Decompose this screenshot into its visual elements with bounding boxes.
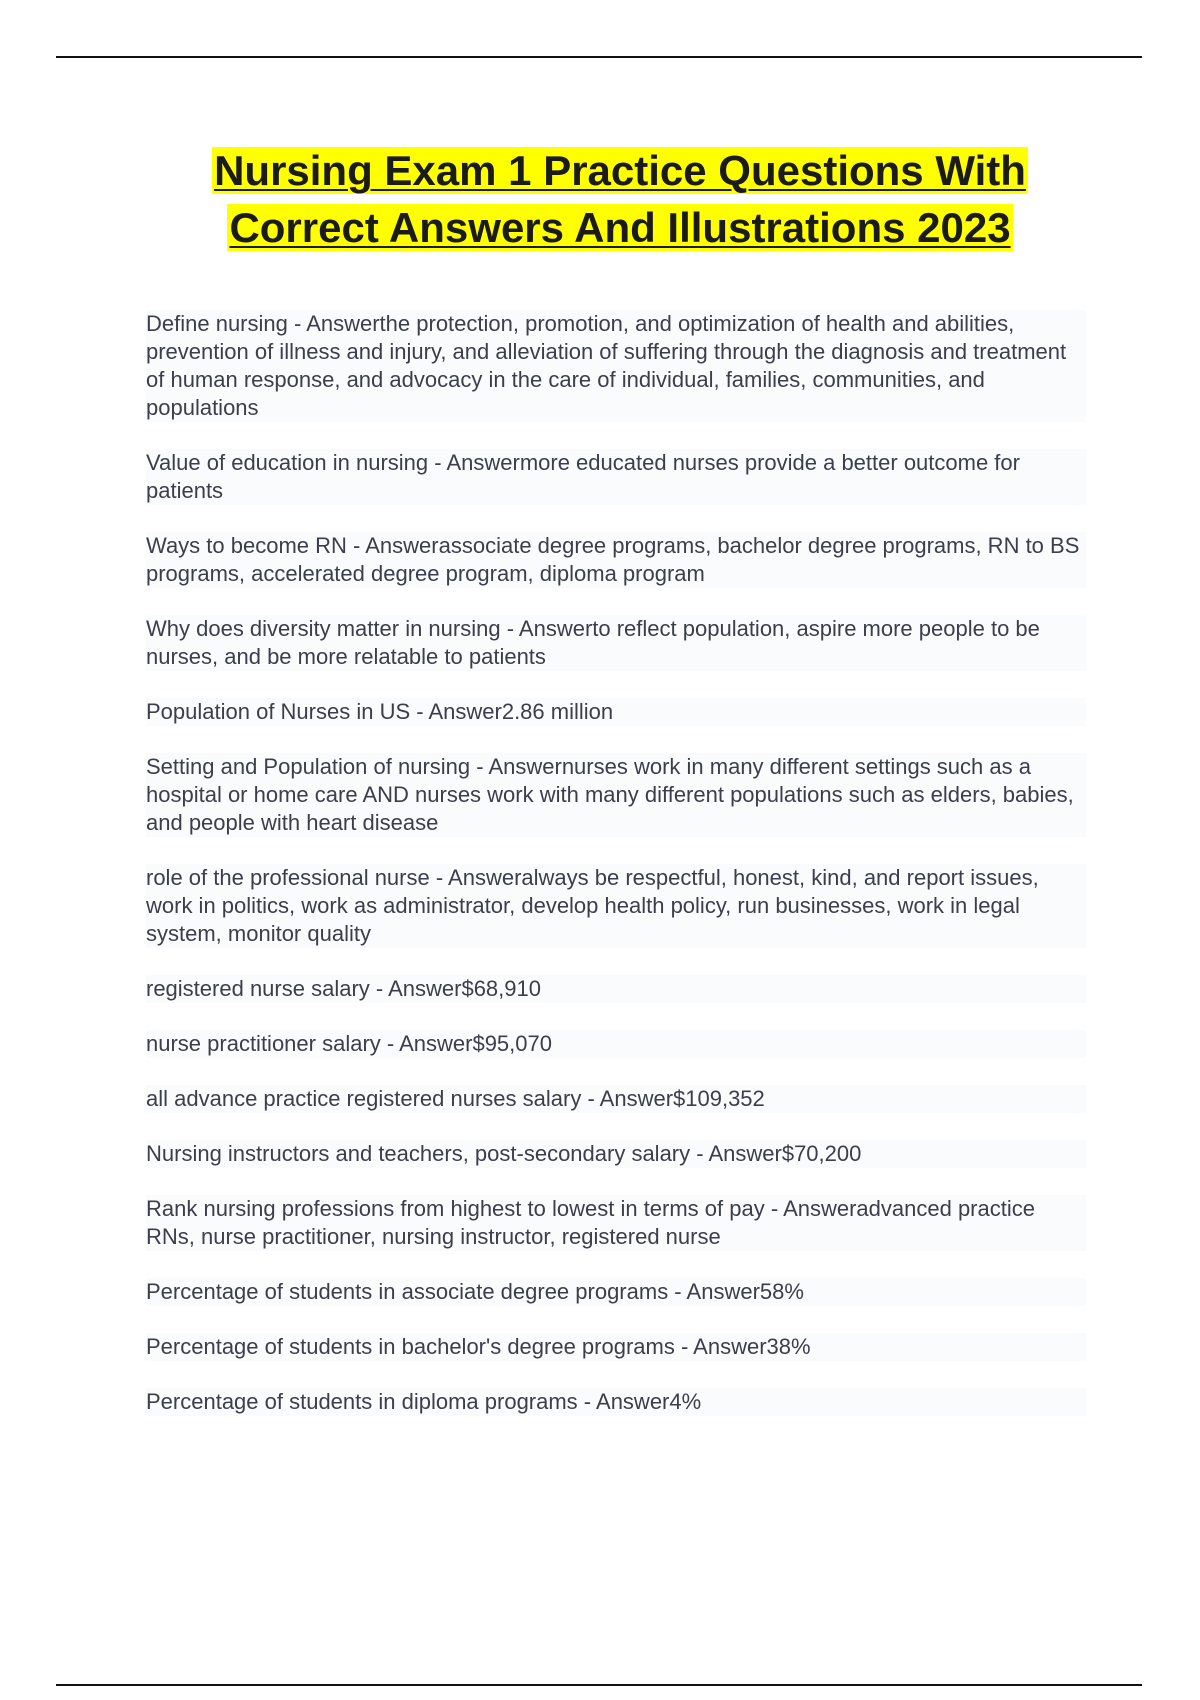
qa-item: Ways to become RN - Answerassociate degree programs, bachelor degree programs, RN to BS programs, accelerated degree program, diploma program <box>146 532 1086 588</box>
qa-item: Why does diversity matter in nursing - Answerto reflect population, aspire more people to be nurses, and be more relatable to patients <box>146 615 1086 671</box>
qa-item: Population of Nurses in US - Answer2.86 million <box>146 698 1086 726</box>
qa-item: Setting and Population of nursing - Answernurses work in many different settings such as a hospital or home care AND nurses work with many different populations such as elders, babies, and people with heart disease <box>146 753 1086 837</box>
qa-list <box>146 310 1086 1443</box>
page-title-line-1: Nursing Exam 1 Practice Questions With <box>214 147 1026 194</box>
page-title <box>140 142 1100 256</box>
bottom-rule <box>56 1684 1142 1686</box>
qa-item: Define nursing - Answerthe protection, promotion, and optimization of health and abilities, prevention of illness and injury, and alleviation of suffering through the diagnosis and treatment of human response, and advocacy in the care of individual, families, communities, and populations <box>146 310 1086 422</box>
qa-item: registered nurse salary - Answer$68,910 <box>146 975 1086 1003</box>
qa-item: Rank nursing professions from highest to lowest in terms of pay - Answeradvanced practice RNs, nurse practitioner, nursing instructor, registered nurse <box>146 1195 1086 1251</box>
qa-item: Nursing instructors and teachers, post-secondary salary - Answer$70,200 <box>146 1140 1086 1168</box>
qa-item: Percentage of students in diploma programs - Answer4% <box>146 1388 1086 1416</box>
page-title-line-2: Correct Answers And Illustrations 2023 <box>229 204 1011 251</box>
qa-item: role of the professional nurse - Answeralways be respectful, honest, kind, and report issues, work in politics, work as administrator, develop health policy, run businesses, work in legal system, monitor quality <box>146 864 1086 948</box>
qa-item: Percentage of students in bachelor's degree programs - Answer38% <box>146 1333 1086 1361</box>
qa-item: Percentage of students in associate degree programs - Answer58% <box>146 1278 1086 1306</box>
qa-item: all advance practice registered nurses salary - Answer$109,352 <box>146 1085 1086 1113</box>
top-rule <box>56 56 1142 58</box>
qa-item: nurse practitioner salary - Answer$95,070 <box>146 1030 1086 1058</box>
title-block <box>140 142 1100 256</box>
qa-item: Value of education in nursing - Answermore educated nurses provide a better outcome for patients <box>146 449 1086 505</box>
